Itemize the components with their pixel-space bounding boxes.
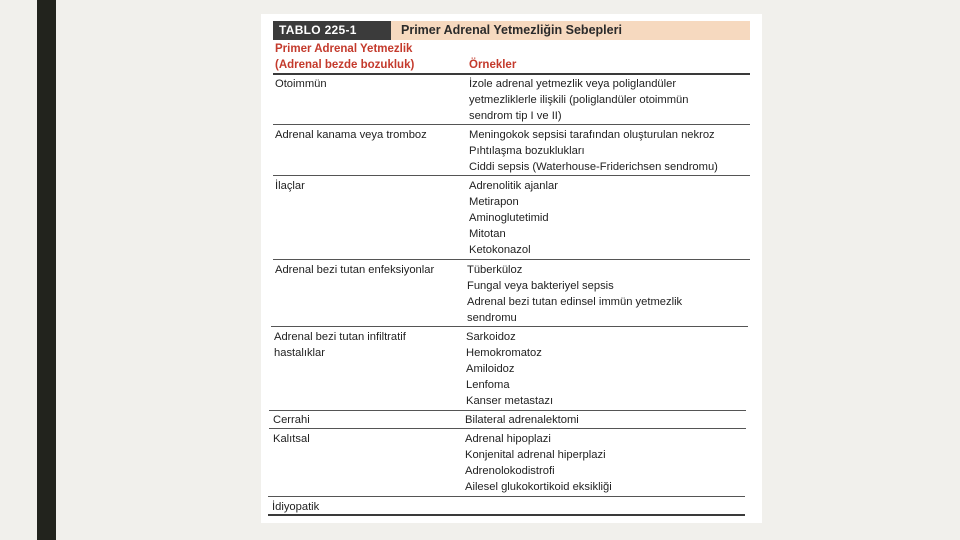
row-divider [269, 410, 746, 411]
row-example: Sarkoidoz [466, 331, 516, 343]
row-divider [273, 124, 750, 125]
row-divider [273, 259, 750, 260]
row-example: Aminoglutetimid [469, 212, 549, 224]
row-example: İzole adrenal yetmezlik veya poliglandüler [469, 78, 677, 90]
header-col1-line1: Primer Adrenal Yetmezlik [275, 43, 413, 55]
row-cause: Adrenal bezi tutan enfeksiyonlar [275, 264, 435, 276]
slide-left-accent-bar [37, 0, 56, 540]
row-divider [269, 428, 746, 429]
row-cause: Adrenal bezi tutan infiltratif [274, 331, 406, 343]
row-example: Pıhtılaşma bozuklukları [469, 145, 585, 157]
row-example: Ketokonazol [469, 244, 531, 256]
row-example: Kanser metastazı [466, 395, 554, 407]
row-cause: Otoimmün [275, 78, 327, 90]
row-example: Adrenal hipoplazi [465, 433, 551, 445]
row-example: sendromu [467, 312, 517, 324]
row-example: Hemokromatoz [466, 347, 542, 359]
row-cause: Adrenal kanama veya tromboz [275, 129, 427, 141]
table-number-tag: TABLO 225-1 [273, 21, 391, 40]
row-example: Ailesel glukokortikoid eksikliği [465, 481, 612, 493]
header-rule [273, 73, 750, 75]
row-cause: Cerrahi [273, 414, 310, 426]
row-divider [268, 496, 745, 497]
row-example: Adrenolokodistrofi [465, 465, 555, 477]
table-image [261, 14, 762, 523]
header-col2: Örnekler [469, 59, 517, 71]
row-cause: İlaçlar [275, 180, 305, 192]
row-example: yetmezliklerle ilişkili (poliglandüler otoimmün [469, 94, 689, 106]
row-example: Konjenital adrenal hiperplazi [465, 449, 606, 461]
row-divider [273, 175, 750, 176]
causes-table [261, 14, 762, 523]
header-col1-line2: (Adrenal bezde bozukluk) [275, 59, 415, 71]
row-example: Fungal veya bakteriyel sepsis [467, 280, 614, 292]
row-example: Amiloidoz [466, 363, 515, 375]
row-example: Bilateral adrenalektomi [465, 414, 579, 426]
row-example: Mitotan [469, 228, 506, 240]
table-title: Primer Adrenal Yetmezliğin Sebepleri [401, 23, 622, 37]
row-cause: İdiyopatik [272, 501, 320, 513]
table-bottom-rule [268, 514, 745, 516]
row-example: Tüberküloz [467, 264, 523, 276]
row-example: Ciddi sepsis (Waterhouse-Friderichsen sendromu) [469, 161, 718, 173]
row-cause: hastalıklar [274, 347, 325, 359]
row-example: Meningokok sepsisi tarafından oluşturulan nekroz [469, 129, 715, 141]
row-example: Metirapon [469, 196, 519, 208]
row-cause: Kalıtsal [273, 433, 310, 445]
row-example: Adrenal bezi tutan edinsel immün yetmezlik [467, 296, 683, 308]
row-divider [271, 326, 748, 327]
row-example: Adrenolitik ajanlar [469, 180, 558, 192]
row-example: sendrom tip I ve II) [469, 110, 562, 122]
row-example: Lenfoma [466, 379, 510, 391]
